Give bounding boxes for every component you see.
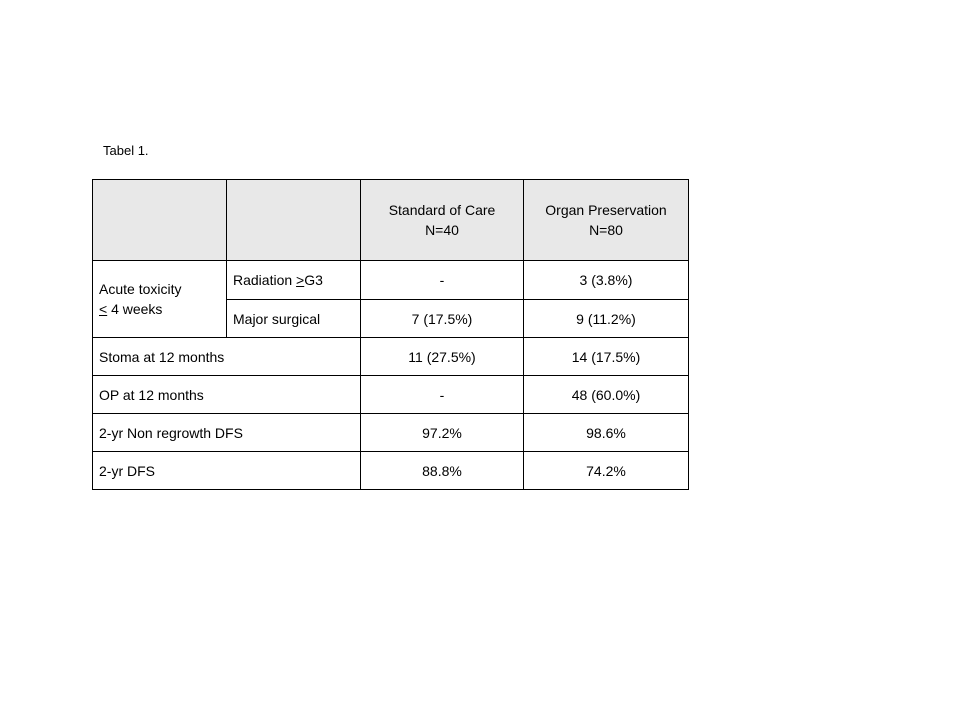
row-organ-value: 74.2%: [524, 452, 689, 490]
header-standard-n: N=40: [425, 222, 459, 238]
radiation-prefix: Radiation: [233, 272, 297, 288]
row-organ-value: 98.6%: [524, 414, 689, 452]
header-standard-title: Standard of Care: [388, 202, 496, 218]
table-row-radiation: [93, 261, 689, 300]
surgical-standard-value: 7 (17.5%): [361, 300, 524, 338]
header-cell-empty-1: [93, 180, 227, 261]
table-row: [93, 452, 689, 490]
row-label: OP at 12 months: [93, 376, 361, 414]
acute-toxicity-line1: Acute toxicity: [99, 281, 182, 297]
results-table: [92, 179, 689, 490]
table-row: [93, 376, 689, 414]
row-organ-value: 14 (17.5%): [524, 338, 689, 376]
header-cell-empty-2: [227, 180, 361, 261]
row-standard-value: -: [361, 376, 524, 414]
weeks-text: 4 weeks: [107, 301, 163, 317]
row-standard-value: 88.8%: [361, 452, 524, 490]
greater-equal-symbol: >: [296, 272, 305, 288]
header-organ-preservation: [524, 180, 689, 261]
table-row: [93, 338, 689, 376]
acute-toxicity-label: [93, 261, 227, 338]
row-standard-value: 11 (27.5%): [361, 338, 524, 376]
less-equal-symbol: <: [99, 301, 108, 317]
header-organ-title: Organ Preservation: [545, 202, 667, 218]
table-row: [93, 414, 689, 452]
surgical-organ-value: 9 (11.2%): [524, 300, 689, 338]
radiation-organ-value: 3 (3.8%): [524, 261, 689, 300]
surgical-label: Major surgical: [227, 300, 361, 338]
header-standard-of-care: [361, 180, 524, 261]
acute-toxicity-line2: [99, 299, 220, 319]
table-header-row: [93, 180, 689, 261]
header-organ-n: N=80: [589, 222, 623, 238]
row-label: 2-yr Non regrowth DFS: [93, 414, 361, 452]
radiation-standard-value: -: [361, 261, 524, 300]
row-organ-value: 48 (60.0%): [524, 376, 689, 414]
radiation-suffix: G3: [304, 272, 323, 288]
row-standard-value: 97.2%: [361, 414, 524, 452]
row-label: 2-yr DFS: [93, 452, 361, 490]
row-label: Stoma at 12 months: [93, 338, 361, 376]
radiation-label: [227, 261, 361, 300]
table-caption: Tabel 1.: [103, 143, 149, 158]
